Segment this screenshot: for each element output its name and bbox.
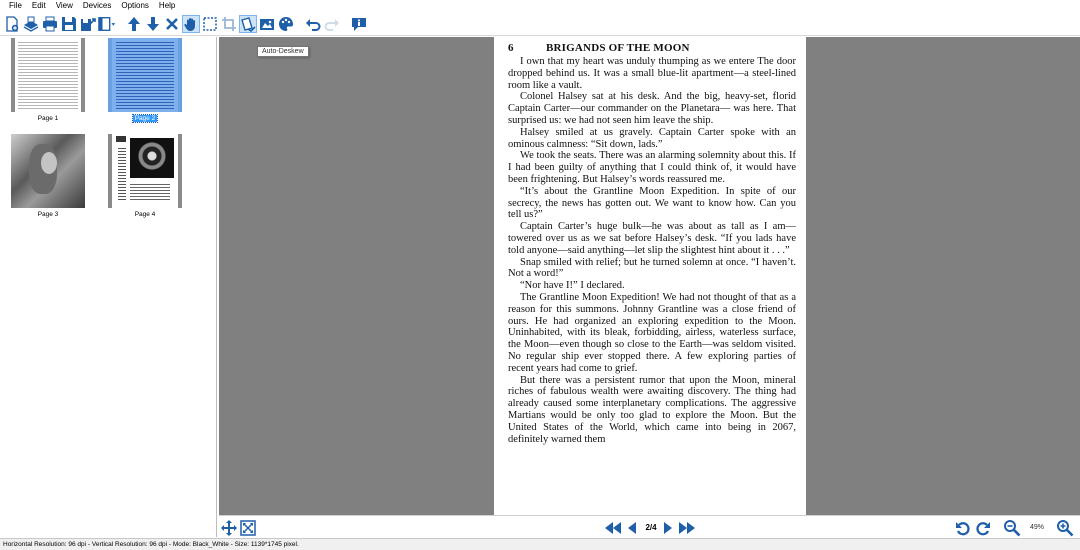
navigation-bar xyxy=(219,515,1080,538)
fit-page-icon[interactable] xyxy=(239,519,257,536)
view-layout-icon[interactable] xyxy=(98,15,116,33)
paragraph: Captain Carter’s huge bulk—he was about as tall as I am—towered over us as we sat before Halsey’s desk. “If you lads have told anyone—said anything—let slip the slightest hint about it . . .” xyxy=(508,221,796,256)
hand-icon[interactable] xyxy=(182,15,200,33)
save-as-icon[interactable] xyxy=(79,15,97,33)
next-page-icon[interactable] xyxy=(661,519,675,536)
page-text xyxy=(508,56,796,445)
menu-edit[interactable]: Edit xyxy=(31,1,46,10)
paragraph: Colonel Halsey sat at his desk. And the big, heavy-set, florid Captain Carter—our commander on the Planetara— was here. That surprised us: we had not seen him leave the ship. xyxy=(508,91,796,126)
thumbnail-page-1[interactable] xyxy=(11,38,85,123)
thumbnail-image xyxy=(11,134,85,208)
menu-options[interactable]: Options xyxy=(121,1,149,10)
info-icon[interactable] xyxy=(350,15,368,33)
arrow-down-icon[interactable] xyxy=(144,15,162,33)
crop-icon[interactable] xyxy=(220,15,238,33)
menu-file[interactable]: File xyxy=(9,1,22,10)
paragraph: I own that my heart was unduly thumping as we entere The door dropped behind us. It was a small blue-lit apartment—a steel-lined room like a vault. xyxy=(508,56,796,91)
toolbar xyxy=(0,12,1080,36)
scan-icon[interactable] xyxy=(22,15,40,33)
paragraph: Snap smiled with relief; but he turned solemn at once. “I haven’t. Not a word!” xyxy=(508,256,796,280)
paragraph: The Grantline Moon Expedition! We had not thought of that as a reason for this summons. Johnny Grantline was a close friend of ours. He had organized an exploring expedition to the Moon. Uninhabited, with its bleak, forbidding, airless, waterless surface, the Moon—even though so close to the Earth—was seldom visited. No regular ship ever stopped there. A few exploring parties of recent years had come to grief. xyxy=(508,291,796,374)
zoom-out-icon[interactable] xyxy=(1002,519,1022,536)
thumbnail-image xyxy=(11,38,85,112)
arrow-up-icon[interactable] xyxy=(125,15,143,33)
thumbnail-page-4[interactable] xyxy=(108,134,182,219)
zoom-in-icon[interactable] xyxy=(1055,519,1075,536)
menu-bar xyxy=(0,0,1080,12)
paragraph: We took the seats. There was an alarming solemnity about this. If I had been guilty of anything that I could think of, it would have been frightening. But Halsey’s words reassured me. xyxy=(508,150,796,185)
thumbnail-label: Page 1 xyxy=(37,115,59,122)
previous-page-icon[interactable] xyxy=(625,519,639,536)
enhance-icon[interactable] xyxy=(258,15,276,33)
select-icon[interactable] xyxy=(201,15,219,33)
thumbnail-page-2[interactable] xyxy=(108,38,182,123)
last-page-icon[interactable] xyxy=(677,519,697,536)
paragraph: “It’s about the Grantline Moon Expedition. In spite of our secrecy, the news has gotten out. We want to know how. Can you tell us?” xyxy=(508,185,796,221)
paragraph: Halsey smiled at us gravely. Captain Carter spoke with an ominous calmness: “Sit down, lads.” xyxy=(508,126,796,150)
redo-icon[interactable] xyxy=(323,15,341,33)
status-bar: Horizontal Resolution: 96 dpi - Vertical Resolution: 96 dpi - Mode: Black_White - Size: 1139*1745 pixel. xyxy=(0,538,1080,550)
thumbnail-panel xyxy=(0,37,217,537)
colors-icon[interactable] xyxy=(277,15,295,33)
delete-icon[interactable] xyxy=(163,15,181,33)
thumbnail-label: Page 2 xyxy=(134,115,156,122)
print-icon[interactable] xyxy=(41,15,59,33)
document-viewer[interactable] xyxy=(219,37,1080,515)
rotate-right-icon[interactable] xyxy=(974,519,992,536)
zoom-level[interactable]: 49% xyxy=(1029,524,1044,531)
menu-devices[interactable]: Devices xyxy=(82,1,112,10)
rotate-left-icon[interactable] xyxy=(954,519,972,536)
first-page-icon[interactable] xyxy=(603,519,623,536)
menu-view[interactable]: View xyxy=(55,1,73,10)
thumbnail-label: Page 4 xyxy=(134,211,156,218)
save-icon[interactable] xyxy=(60,15,78,33)
thumbnail-image xyxy=(108,38,182,112)
page-indicator: 2/4 xyxy=(645,523,657,532)
move-icon[interactable] xyxy=(220,519,238,536)
paragraph: But there was a persistent rumor that upon the Moon, mineral riches of fabulous wealth were awaiting discovery. The thing had already caused some interplanetary complications. The aggressive Martians would be only too glad to explore the Moon. But the United States of the World, which came into being in 2067, definitely warned them xyxy=(508,374,796,445)
undo-icon[interactable] xyxy=(304,15,322,33)
tooltip: Auto-Deskew xyxy=(257,46,309,57)
page-heading: BRIGANDS OF THE MOON xyxy=(546,42,690,54)
menu-help[interactable]: Help xyxy=(158,1,176,10)
document-page xyxy=(494,37,806,515)
auto-deskew-icon[interactable] xyxy=(239,15,257,33)
thumbnail-label: Page 3 xyxy=(37,211,59,218)
thumbnail-image xyxy=(108,134,182,208)
thumbnail-page-3[interactable] xyxy=(11,134,85,219)
new-document-icon[interactable] xyxy=(3,15,21,33)
page-number: 6 xyxy=(508,42,514,54)
paragraph: “Nor have I!” I declared. xyxy=(520,280,625,292)
